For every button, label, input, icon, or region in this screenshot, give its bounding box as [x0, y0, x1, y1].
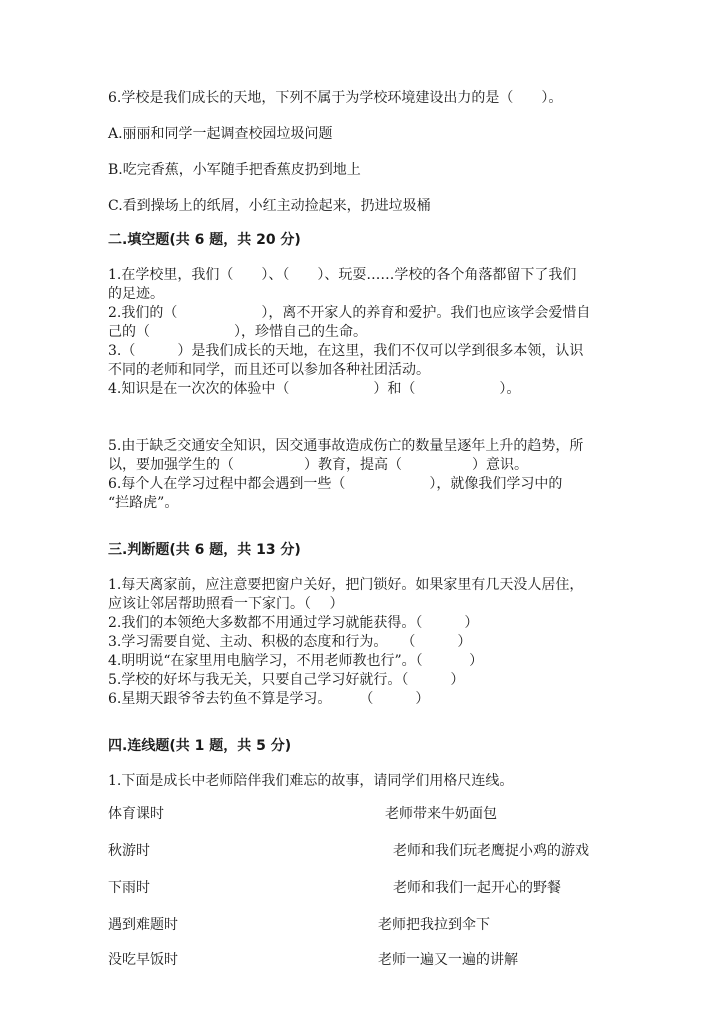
match-pair: [0, 915, 720, 945]
match-right-item: 老师把我拉到伞下: [378, 917, 490, 933]
fill-section-heading: 二.填空题(共 6 题，共 20 分): [108, 232, 301, 248]
fill-line: 3.（ ）是我们成长的天地，在这里，我们不仅可以学到很多本领，认识: [108, 343, 584, 359]
judge-line: 2.我们的本领绝大多数都不用通过学习就能获得。（ ）: [108, 615, 479, 631]
fill-line: 2.我们的（ ），离不开家人的养育和爱护。我们也应该学会爱惜自: [108, 305, 591, 321]
fill-line: 己的（ ），珍惜自己的生命。: [108, 324, 367, 340]
match-pair: [0, 950, 720, 980]
match-pair: [0, 841, 720, 871]
fill-line: 4.知识是在一次次的体验中（ ）和（ ）。: [108, 381, 521, 397]
judge-line: 4.明明说“在家里用电脑学习，不用老师教也行”。（ ）: [108, 653, 484, 669]
question-6-option-c: C.看到操场上的纸屑，小红主动捡起来，扔进垃圾桶: [108, 198, 431, 214]
judge-section-heading: 三.判断题(共 6 题，共 13 分): [108, 542, 301, 558]
match-pair: [0, 804, 720, 834]
match-left-item: 下雨时: [108, 880, 150, 896]
match-right-item: 老师和我们玩老鹰捉小鸡的游戏: [393, 843, 589, 859]
fill-line: 5.由于缺乏交通安全知识，因交通事故造成伤亡的数量呈逐年上升的趋势，所: [108, 438, 584, 454]
judge-line: 6.星期天跟爷爷去钓鱼不算是学习。 （ ）: [108, 691, 430, 707]
judge-line: 3.学习需要自觉、主动、积极的态度和行为。 （ ）: [108, 634, 472, 650]
match-left-item: 遇到难题时: [108, 917, 178, 933]
match-prompt: 1.下面是成长中老师陪伴我们难忘的故事，请同学们用格尺连线。: [108, 773, 514, 789]
fill-line: 6.每个人在学习过程中都会遇到一些（ ），就像我们学习中的: [108, 476, 563, 492]
fill-line: 1.在学校里，我们（ ）、（ ）、玩耍……学校的各个角落都留下了我们: [108, 267, 577, 283]
fill-line: 不同的老师和同学，而且还可以参加各种社团活动。: [108, 362, 430, 378]
judge-line: 1.每天离家前，应注意要把窗户关好，把门锁好。如果家里有几天没人居住，: [108, 577, 584, 593]
fill-line: 以，要加强学生的（ ）教育，提高（ ）意识。: [108, 457, 528, 473]
match-left-item: 体育课时: [108, 806, 164, 822]
match-right-item: 老师和我们一起开心的野餐: [393, 880, 561, 896]
match-right-item: 老师一遍又一遍的讲解: [378, 952, 518, 968]
question-6-option-b: B.吃完香蕉，小军随手把香蕉皮扔到地上: [108, 162, 361, 178]
match-right-item: 老师带来牛奶面包: [385, 806, 497, 822]
fill-line: 的足迹。: [108, 286, 164, 302]
question-6-stem: 6.学校是我们成长的天地，下列不属于为学校环境建设出力的是（ ）。: [108, 90, 563, 106]
match-left-item: 秋游时: [108, 843, 150, 859]
match-left-item: 没吃早饭时: [108, 952, 178, 968]
fill-line: “拦路虎”。: [108, 495, 179, 511]
question-6-option-a: A.丽丽和同学一起调查校园垃圾问题: [108, 126, 333, 142]
judge-line: 应该让邻居帮助照看一下家门。（ ）: [108, 596, 344, 612]
judge-line: 5.学校的好坏与我无关，只要自己学习好就行。（ ）: [108, 672, 465, 688]
match-section-heading: 四.连线题(共 1 题，共 5 分): [108, 738, 292, 754]
match-pair: [0, 878, 720, 908]
